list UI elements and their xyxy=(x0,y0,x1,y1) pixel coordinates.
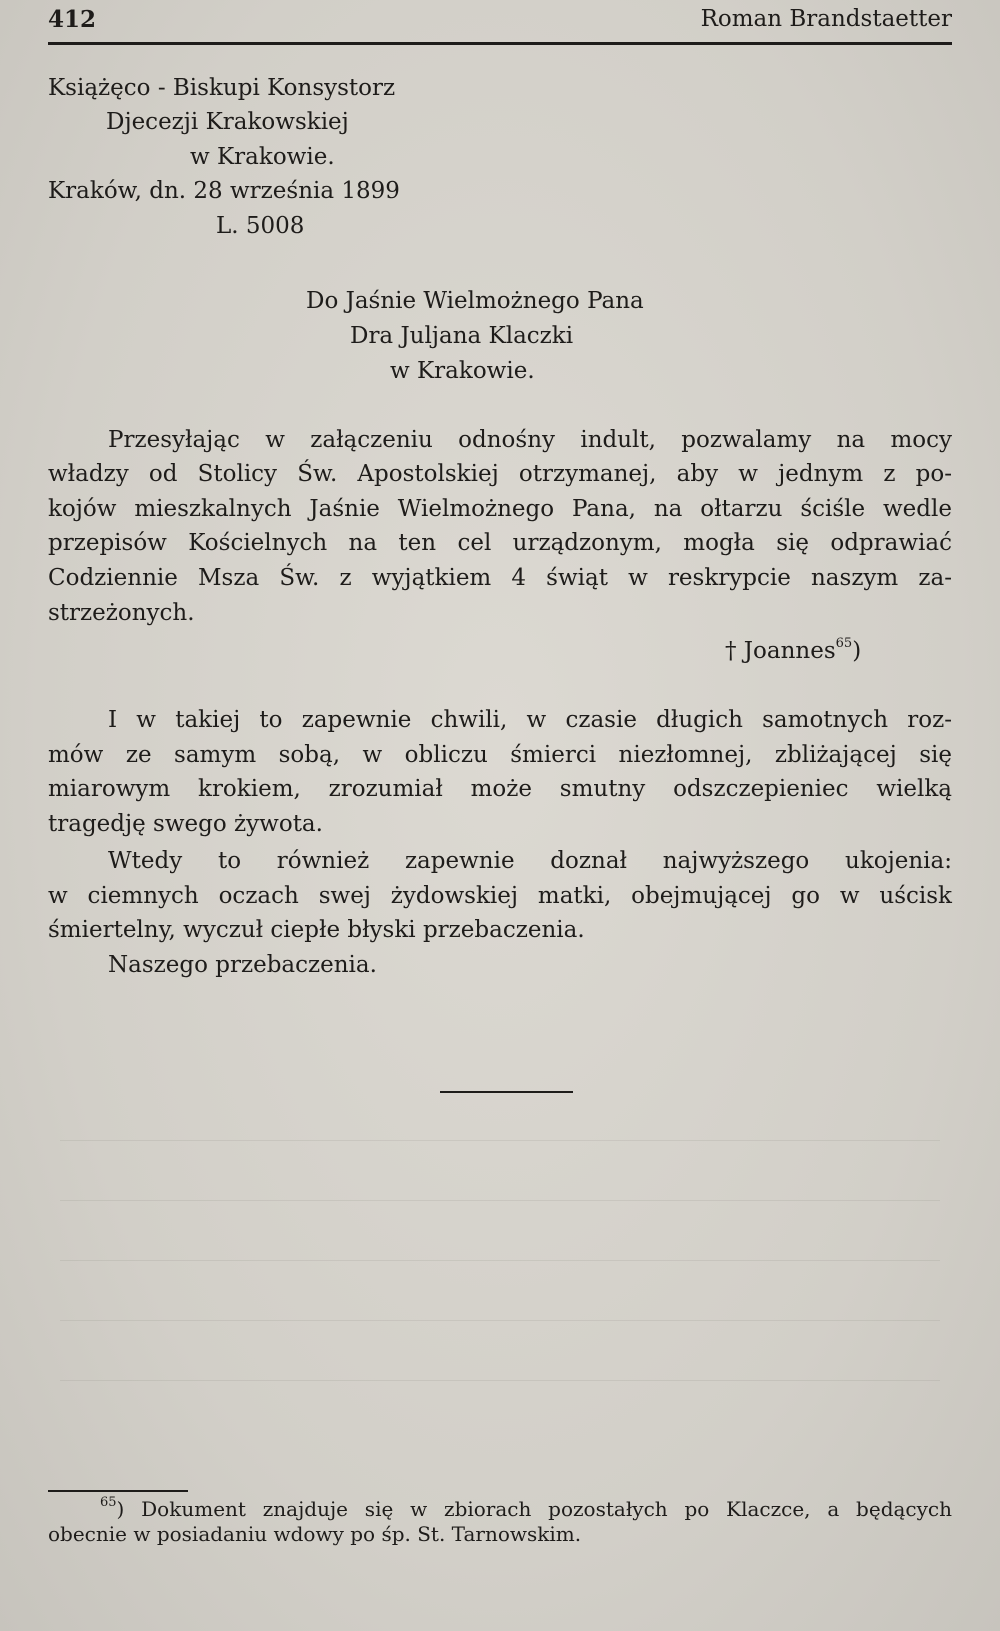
page-number: 412 xyxy=(48,6,97,33)
letter-line: Przesyłając w załączeniu odnośny indult, pozwalamy na mocy xyxy=(108,427,952,453)
running-header xyxy=(48,6,952,40)
letter-line: przepisów Kościelnych na ten cel urządzonym, mogła się odprawiać xyxy=(48,530,952,556)
body-line: Naszego przebaczenia. xyxy=(108,952,377,978)
reference-number: L. 5008 xyxy=(216,213,305,239)
address-line: w Krakowie. xyxy=(190,144,335,170)
body-line: tragedję swego żywota. xyxy=(48,811,323,837)
body-line: w ciemnych oczach swej żydowskiej matki, obejmującej go w uścisk xyxy=(48,883,952,909)
footnote-ref: 65 xyxy=(835,636,853,652)
signature-name: † Joannes xyxy=(725,638,836,664)
footnote-rule xyxy=(48,1490,188,1492)
body-line: śmiertelny, wyczuł ciepłe błyski przebaczenia. xyxy=(48,917,585,943)
bleed-through xyxy=(60,1260,940,1271)
bleed-through xyxy=(60,1380,940,1391)
recipient-line: Dra Juljana Klaczki xyxy=(350,323,574,349)
signature xyxy=(725,637,861,665)
date-line: Kraków, dn. 28 września 1899 xyxy=(48,178,400,204)
header-rule xyxy=(48,42,952,45)
letter-line: kojów mieszkalnych Jaśnie Wielmożnego Pana, na ołtarzu ściśle wedle xyxy=(48,496,952,522)
bleed-through xyxy=(60,1140,940,1151)
footnote-marker: 65 xyxy=(100,1495,117,1511)
bleed-through xyxy=(60,1200,940,1211)
bleed-through xyxy=(60,1320,940,1331)
running-title: Roman Brandstaetter xyxy=(700,6,952,32)
body-line: mów ze samym sobą, w obliczu śmierci niezłomnej, zbliżającej się xyxy=(48,742,952,768)
footnote-line xyxy=(100,1497,952,1521)
signature-paren: ) xyxy=(852,638,862,664)
footnote-line: obecnie w posiadaniu wdowy po śp. St. Tarnowskim. xyxy=(48,1522,582,1546)
body-line: miarowym krokiem, zrozumiał może smutny odszczepieniec wielką xyxy=(48,776,952,802)
section-divider xyxy=(440,1091,573,1093)
letter-line: strzeżonych. xyxy=(48,600,195,626)
recipient-line: w Krakowie. xyxy=(390,358,535,384)
body-line: Wtedy to również zapewnie doznał najwyższego ukojenia: xyxy=(108,848,952,874)
letter-line: Codziennie Msza Św. z wyjątkiem 4 świąt w reskrypcie naszym za- xyxy=(48,565,952,591)
address-line: Książęco - Biskupi Konsystorz xyxy=(48,75,396,101)
footnote-text: ) Dokument znajduje się w zbiorach pozostałych po Klaczce, a będących xyxy=(116,1497,952,1521)
recipient-line: Do Jaśnie Wielmożnego Pana xyxy=(306,288,644,314)
address-line: Djecezji Krakowskiej xyxy=(106,109,349,135)
letter-line: władzy od Stolicy Św. Apostolskiej otrzymanej, aby w jednym z po- xyxy=(48,461,952,487)
body-line: I w takiej to zapewnie chwili, w czasie długich samotnych roz- xyxy=(108,707,952,733)
